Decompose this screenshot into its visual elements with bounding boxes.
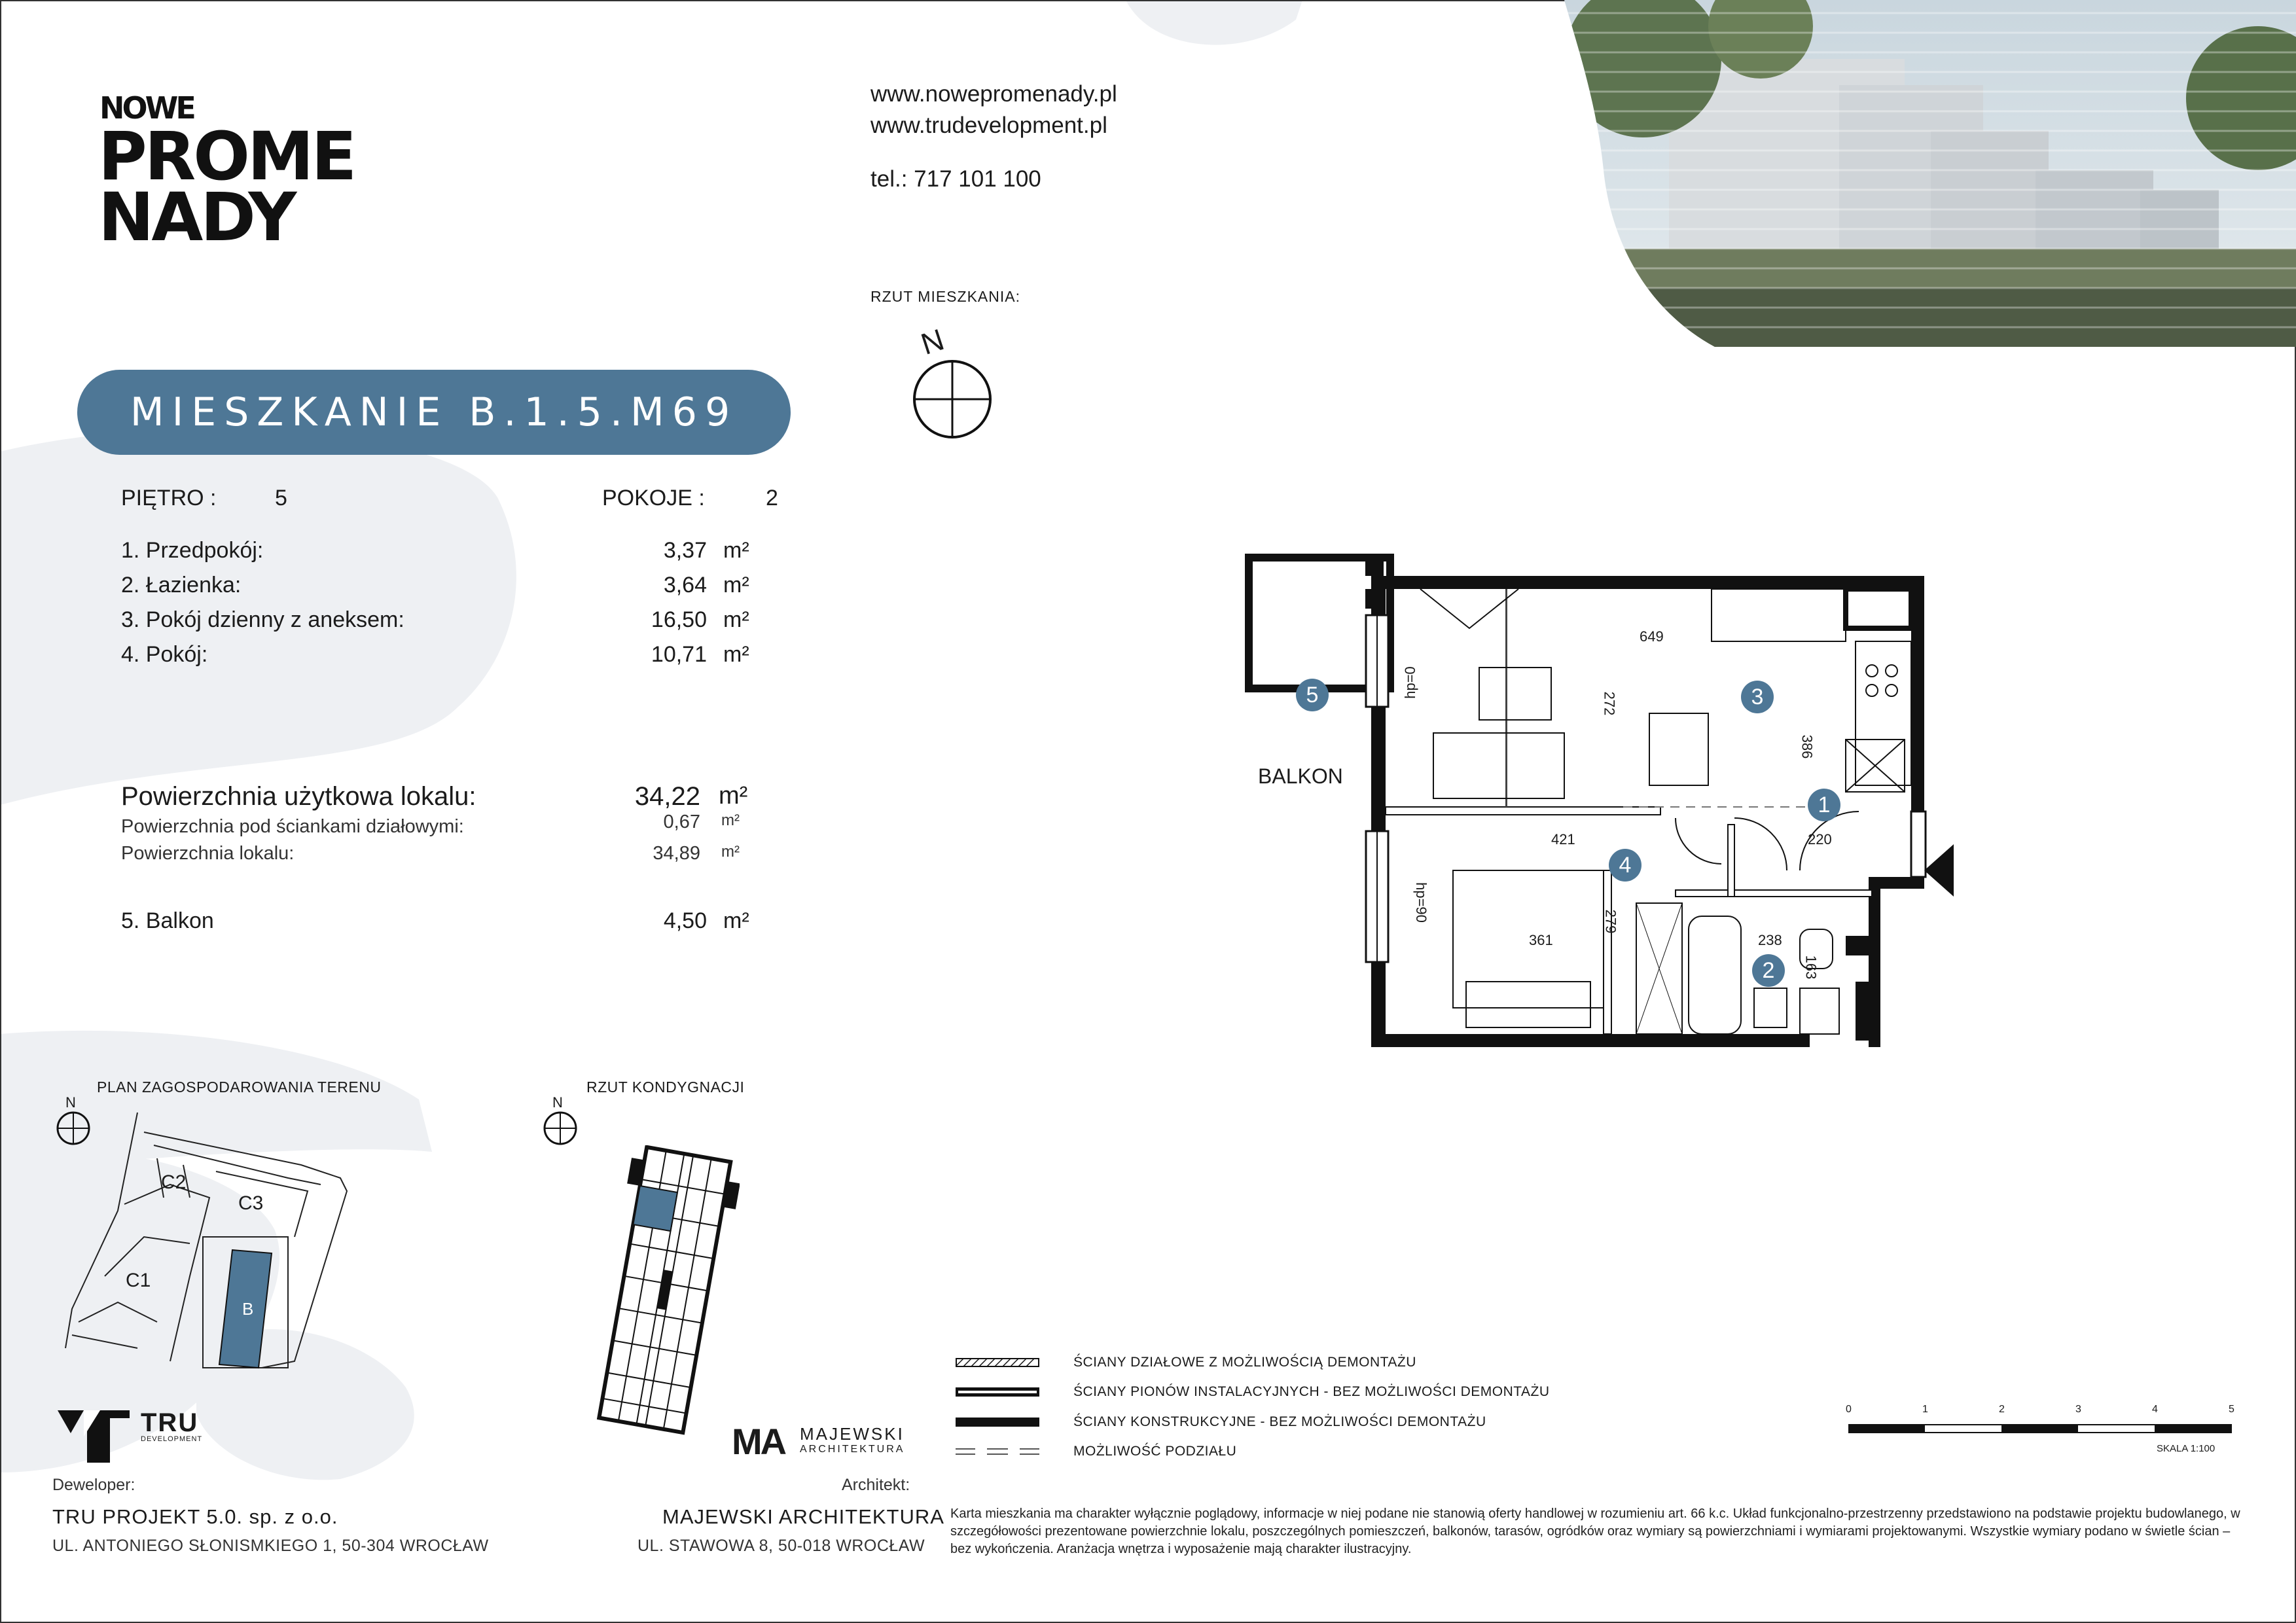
room-marker-4-number: 4: [1619, 853, 1632, 878]
legend-text: ŚCIANY KONSTRUKCYJNE - BEZ MOŻLIWOŚCI DEMONTAŻU: [1073, 1414, 1486, 1429]
floor-compass-letter: N: [552, 1094, 563, 1111]
site-compass-letter: N: [65, 1094, 76, 1111]
legend-text: ŚCIANY PIONÓW INSTALACYJNYCH - BEZ MOŻLIWOŚCI DEMONTAŻU: [1073, 1384, 1550, 1399]
usable-area-unit: m²: [719, 782, 748, 810]
room-unit: m²: [723, 573, 749, 597]
scale-label: SKALA 1:100: [2157, 1443, 2215, 1454]
partition-area-value: 0,67: [663, 812, 700, 832]
legend-item: [956, 1444, 1236, 1459]
partition-area-label: Powierzchnia pod ściankami działowymi:: [121, 816, 464, 837]
tru-logo-text: TRU: [141, 1408, 199, 1437]
room-marker-5-number: 5: [1306, 683, 1319, 707]
ma-logo-text-1: MAJEWSKI: [800, 1424, 905, 1444]
room-unit: m²: [723, 642, 749, 667]
scale-bar-graphic: [1848, 1423, 2234, 1436]
tru-logo-icon: [58, 1410, 136, 1463]
site-plan-map: [59, 1106, 360, 1381]
nowe-promenady-logo: [98, 90, 373, 257]
dimension-label: 279: [1602, 909, 1619, 934]
site-plan-caption: PLAN ZAGOSPODAROWANIA TERENU: [97, 1079, 382, 1096]
site-building-label: C3: [238, 1192, 264, 1214]
tru-logo-subtext: DEVELOPMENT: [141, 1435, 203, 1443]
usable-area-value: 34,22: [634, 782, 700, 811]
building-photo: [1564, 0, 2296, 347]
room-unit: m²: [723, 538, 749, 563]
balcony-plan-label: BALKON: [1258, 764, 1343, 788]
developer-label: Deweloper:: [52, 1476, 135, 1494]
dimension-label: 272: [1601, 691, 1618, 716]
usable-area-label: Powierzchnia użytkowa lokalu:: [121, 782, 476, 811]
room-unit: m²: [723, 607, 749, 632]
room-marker-5: [1296, 679, 1329, 711]
website-link-2[interactable]: www.trudevelopment.pl: [870, 113, 1107, 138]
hatched-wall-icon: [956, 1358, 1039, 1367]
phone-number[interactable]: tel.: 717 101 100: [870, 166, 1041, 192]
website-link-1[interactable]: www.nowepromenady.pl: [870, 81, 1117, 107]
dimension-label: 238: [1758, 932, 1782, 948]
site-building-label: C2: [161, 1171, 187, 1193]
floor-compass-icon: [542, 1094, 581, 1147]
room-name: 4. Pokój:: [121, 642, 208, 667]
room-name: 2. Łazienka:: [121, 573, 242, 597]
compass-letter: N: [916, 322, 948, 361]
logo-line-3: NADY: [98, 179, 295, 257]
ma-logo-text-2: ARCHITEKTURA: [800, 1444, 905, 1455]
legend-text: MOŻLIWOŚĆ PODZIAŁU: [1073, 1444, 1237, 1459]
floor-plan-caption: RZUT KONDYGNACJI: [586, 1079, 745, 1096]
division-line-icon: [956, 1447, 1039, 1456]
building-floor-plan: [583, 1145, 740, 1440]
contact-block: [870, 79, 1117, 141]
installation-wall-icon: [956, 1387, 1039, 1397]
dimension-label: 649: [1640, 628, 1664, 645]
legend-text: ŚCIANY DZIAŁOWE Z MOŻLIWOŚCIĄ DEMONTAŻU: [1073, 1355, 1416, 1370]
dimension-label: 421: [1551, 831, 1575, 847]
dimension-label: 220: [1808, 831, 1832, 847]
apartment-floor-plan: [1230, 550, 1970, 1047]
rooms-count-label: POKOJE :: [602, 486, 705, 510]
floor-label: PIĘTRO :: [121, 486, 217, 510]
architect-address: UL. STAWOWA 8, 50-018 WROCŁAW: [637, 1537, 925, 1555]
window-height-label: hp=0: [1401, 666, 1418, 699]
site-building-label: C1: [126, 1270, 151, 1291]
flat-area-value: 34,89: [653, 843, 700, 864]
balcony-unit: m²: [723, 908, 749, 933]
plan-label: RZUT MIESZKANIA:: [870, 288, 1020, 305]
flat-area-label: Powierzchnia lokalu:: [121, 843, 295, 864]
room-area: 16,50: [651, 607, 707, 632]
rooms-count-value: 2: [766, 486, 778, 510]
room-marker-4: [1609, 849, 1641, 882]
scale-tick: 2: [1999, 1404, 2005, 1415]
room-area: 3,37: [663, 538, 707, 563]
scale-tick: 4: [2152, 1404, 2158, 1415]
room-marker-3: [1741, 681, 1774, 713]
dimension-label: 386: [1799, 734, 1816, 759]
developer-name: TRU PROJEKT 5.0. sp. z o.o.: [52, 1505, 338, 1528]
scale-tick: 3: [2075, 1404, 2081, 1415]
window-height-label: hp=90: [1412, 882, 1429, 923]
logo-line-1: NOWE: [99, 90, 194, 126]
dimension-label: 361: [1529, 932, 1553, 948]
room-marker-2: [1752, 954, 1785, 987]
partition-area-unit: m²: [721, 812, 740, 829]
room-marker-2-number: 2: [1762, 958, 1775, 983]
legend-item: [956, 1355, 1416, 1370]
balcony-value: 4,50: [663, 908, 707, 933]
structural-wall-icon: [956, 1418, 1039, 1427]
apartment-title-text: MIESZKANIE B.1.5.M69: [130, 389, 738, 435]
disclaimer-text: Karta mieszkania ma charakter wyłącznie poglądowy, informacje w niej podane nie stanowią oferty handlowej w rozumieniu art. 66 k.c. Układ funkcjonalno-przestrzenny przedstawiono na podstawie projektu budowlanego, w szczegółowości prezentowane powierzchnie lokalu, poszczególnych pomieszczeń, balkonów, tarasów, ogródków oraz wymiary są powierzchniami i wymiarami projektowanymi. Wszystkie wymiary podano w świetle ścian – bez wykończenia. Aranżacja wnętrza i wyposażenie mają charakter ilustracyjny.: [950, 1507, 2240, 1556]
logo-line-2: PROME: [98, 118, 355, 196]
scale-tick: 1: [1922, 1404, 1928, 1415]
room-area: 3,64: [663, 573, 707, 597]
room-marker-3-number: 3: [1751, 685, 1764, 709]
room-area: 10,71: [651, 642, 707, 667]
scale-tick: 0: [1846, 1404, 1852, 1415]
scale-tick: 5: [2229, 1404, 2234, 1415]
balcony-label: 5. Balkon: [121, 908, 214, 933]
room-marker-1-number: 1: [1818, 793, 1831, 817]
legend-item: [956, 1414, 1486, 1430]
ma-logo-mark: MA: [732, 1421, 785, 1462]
developer-address: UL. ANTONIEGO SŁONISMKIEGO 1, 50-304 WROCŁAW: [52, 1537, 489, 1555]
architect-name: MAJEWSKI ARCHITEKTURA: [662, 1505, 944, 1528]
room-name: 3. Pokój dzienny z aneksem:: [121, 607, 404, 632]
floor-value: 5: [275, 486, 287, 510]
architect-label: Architekt:: [842, 1476, 910, 1494]
compass-icon: [903, 324, 995, 448]
site-building-label: B: [242, 1299, 254, 1319]
legend-item: [956, 1384, 1550, 1400]
apartment-title: [77, 370, 791, 455]
flat-area-unit: m²: [721, 843, 740, 861]
room-name: 1. Przedpokój:: [121, 538, 264, 563]
dimension-label: 163: [1803, 955, 1820, 980]
scale-bar: [1846, 1404, 2238, 1463]
room-marker-1: [1808, 789, 1840, 821]
